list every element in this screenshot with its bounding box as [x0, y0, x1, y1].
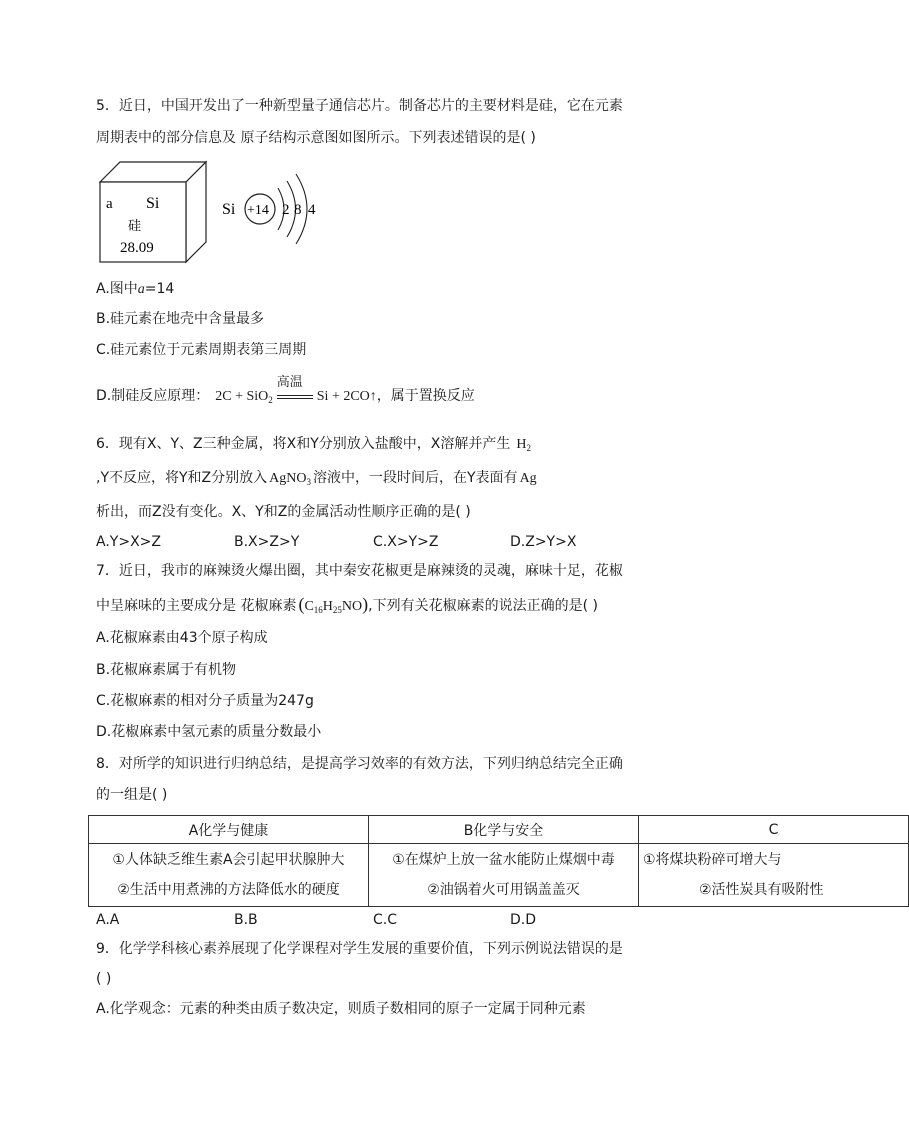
- table-cell: ①将煤块粉碎可增大与 ②活性炭具有吸附性: [639, 844, 909, 907]
- atom-structure-diagram: [220, 172, 330, 252]
- q5-option-c: C.硅元素位于元素周期表第三周期: [96, 342, 307, 358]
- q9-stem-line1: 9．化学学科核心素养展现了化学课程对学生发展的重要价值，下列示例说法错误的是: [96, 941, 623, 957]
- q6-option-d: D.Z>Y>X: [510, 534, 577, 550]
- q6-options: [96, 532, 656, 552]
- atom-symbol: Si: [222, 201, 236, 218]
- q5-option-a: A.图中a=14: [96, 281, 175, 297]
- q6-option-c: C.X>Y>Z: [373, 534, 439, 550]
- table-row: [89, 844, 909, 907]
- q7-option-d: D.花椒麻素中氢元素的质量分数最小: [96, 724, 322, 740]
- q7-option-c: C.花椒麻素的相对分子质量为247g: [96, 693, 314, 709]
- element-cell-diagram: [96, 158, 208, 264]
- q8-option-d: D.D: [510, 912, 537, 928]
- q7-stem-line2: 中呈麻味的主要成分是 花椒麻素 $(C_{16}H_{25}NO)$,下列有关花椒麻素的说法正确的是( ): [96, 594, 598, 615]
- shell-electrons-3: 4: [308, 202, 316, 218]
- element-mass: 28.09: [120, 240, 154, 256]
- q5-option-b: B.硅元素在地壳中含量最多: [96, 311, 265, 327]
- q9-option-a: A.化学观念：元素的种类由质子数决定，则质子数相同的原子一定属于同种元素: [96, 1001, 586, 1017]
- q6-stem-line2: ,Y不反应，将Y和Z分别放入 AgNO$_3$ 溶液中，一段时间后，在Y表面有 Ag: [96, 470, 537, 487]
- reaction-condition: 高温: [275, 386, 315, 406]
- shell-electrons-2: 8: [294, 202, 302, 218]
- q8-summary-table: [88, 815, 909, 907]
- table-header-cell: B化学与安全: [369, 816, 639, 844]
- nucleus-charge: +14: [247, 203, 269, 218]
- q6-option-a: A.Y>X>Z: [96, 534, 161, 550]
- q7-stem-line1: 7．近日，我市的麻辣烫火爆出圈，其中秦安花椒更是麻辣烫的灵魂，麻味十足，花椒: [96, 563, 623, 579]
- element-atomic-number: a: [106, 196, 113, 212]
- q5-option-d: D.制硅反应原理： 2C + SiO$_2$ 高温 Si + 2CO↑，属于置换反应: [96, 375, 475, 405]
- q8-stem-line2: 的一组是( ): [96, 787, 168, 803]
- q5-stem-line1: 5．近日，中国开发出了一种新型量子通信芯片。制备芯片的主要材料是硅，它在元素: [96, 98, 623, 114]
- table-header-cell: C: [639, 816, 909, 844]
- q8-option-c: C.C: [373, 912, 398, 928]
- table-header-cell: A化学与健康: [89, 816, 369, 844]
- q7-option-b: B.花椒麻素属于有机物: [96, 662, 237, 678]
- q7-option-a: A.花椒麻素由43个原子构成: [96, 630, 268, 646]
- q8-option-b: B.B: [234, 912, 258, 928]
- q8-stem-line1: 8．对所学的知识进行归纳总结，是提高学习效率的有效方法，下列归纳总结完全正确: [96, 756, 623, 772]
- q6-option-b: B.X>Z>Y: [234, 534, 300, 550]
- q6-stem-line1: 6．现有X、Y、Z三种金属，将X和Y分别放入盐酸中，X溶解并产生 $H_2$: [96, 436, 531, 453]
- q8-option-a: A.A: [96, 912, 120, 928]
- q6-stem-line3: 析出，而Z没有变化。X、Y和Z的金属活动性顺序正确的是( ): [96, 504, 471, 520]
- q5-stem-line2: 周期表中的部分信息及 原子结构示意图如图所示。下列表述错误的是( ): [96, 130, 536, 146]
- q8-options: [96, 910, 656, 930]
- q9-stem-line2: ( ): [96, 971, 112, 987]
- element-symbol: Si: [146, 195, 160, 212]
- element-name: 硅: [128, 219, 142, 234]
- table-cell: ①在煤炉上放一盆水能防止煤烟中毒 ②油锅着火可用锅盖盖灭: [369, 844, 639, 907]
- table-cell: ①人体缺乏维生素A会引起甲状腺肿大 ②生活中用煮沸的方法降低水的硬度: [89, 844, 369, 907]
- table-header-row: [89, 816, 909, 844]
- shell-electrons-1: 2: [282, 202, 290, 218]
